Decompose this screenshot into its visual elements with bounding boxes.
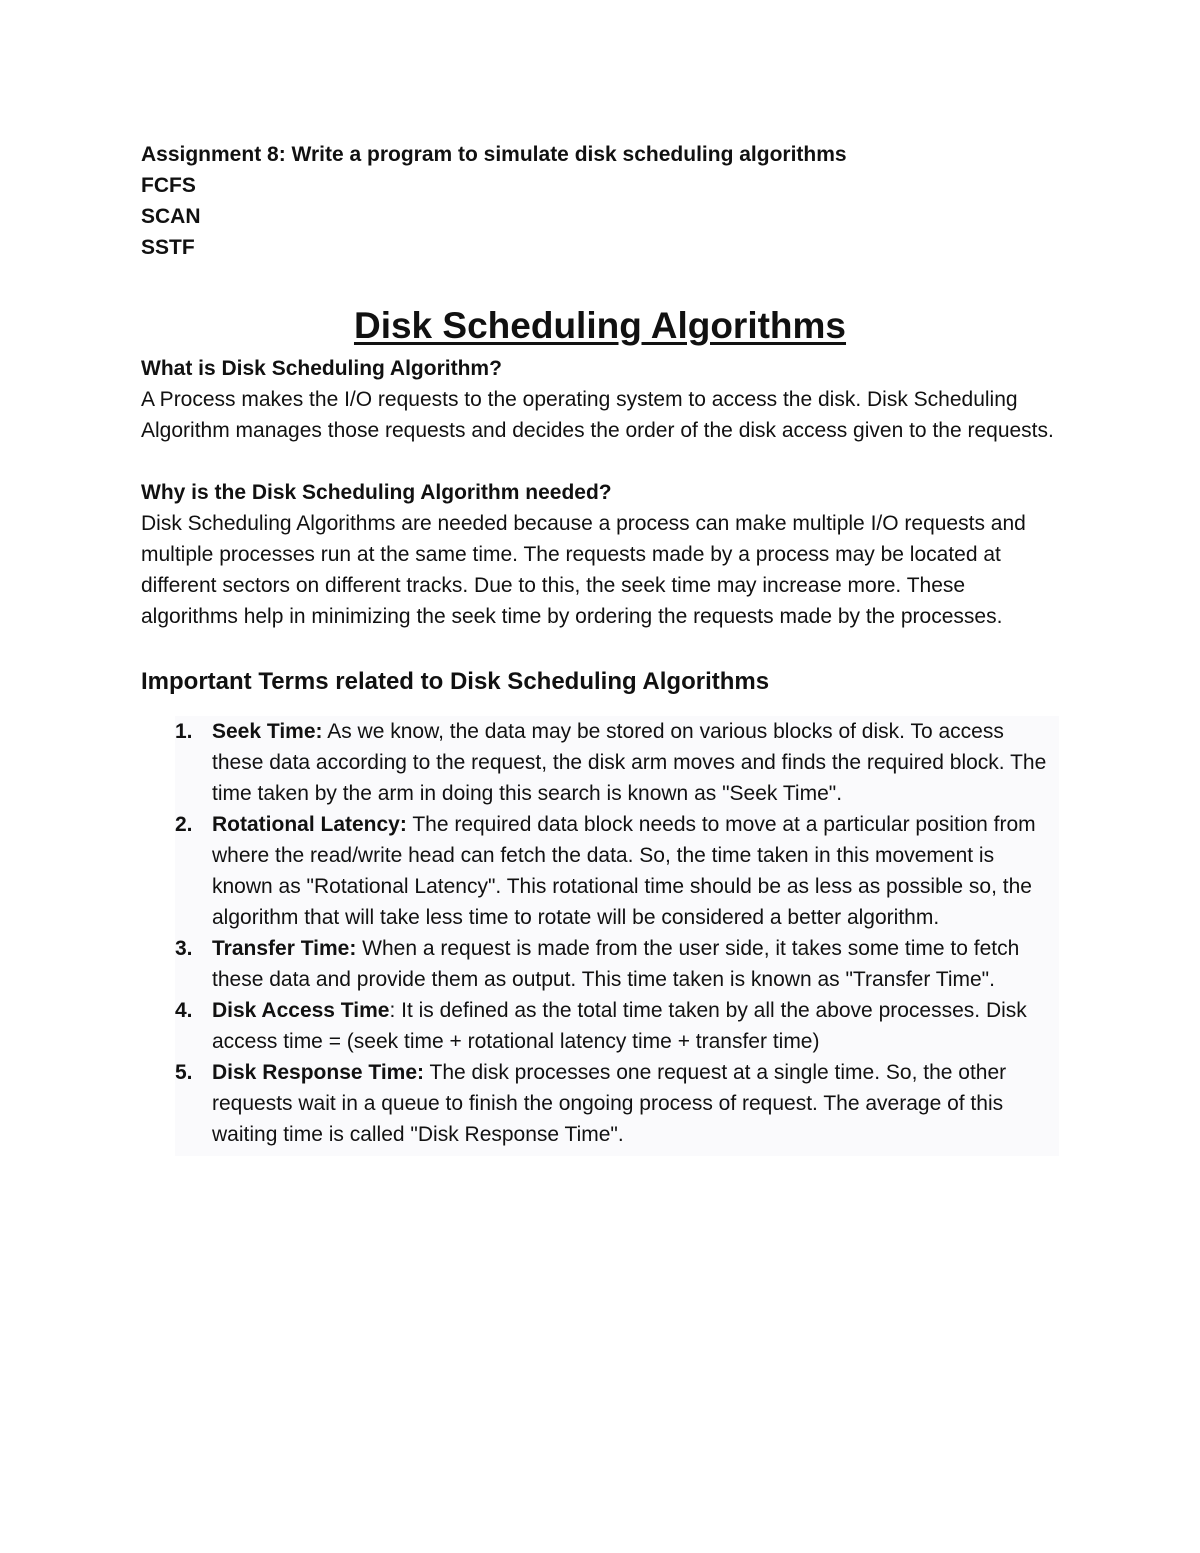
term-text: : It is defined as the total time taken by all the above processes. Disk access time = (seek time + rotational latency time + transfer time) — [212, 999, 1027, 1053]
list-item-number: 3. — [175, 937, 193, 960]
term-text: As we know, the data may be stored on various blocks of disk. To access these data according to the request, the disk arm moves and finds the required block. The time taken by the arm in doing this search is known as "Seek Time". — [212, 720, 1047, 805]
term-label: Transfer Time: — [212, 937, 357, 960]
list-item — [175, 995, 1059, 1057]
term-label: Disk Access Time — [212, 999, 390, 1022]
question-heading: Why is the Disk Scheduling Algorithm needed? — [141, 481, 612, 504]
main-heading: Disk Scheduling Algorithms — [353, 305, 847, 346]
list-item — [175, 716, 1059, 809]
term-label: Rotational Latency: — [212, 813, 407, 836]
list-item-number: 2. — [175, 813, 193, 836]
question-heading: What is Disk Scheduling Algorithm? — [141, 357, 502, 380]
term-text: When a request is made from the user side, it takes some time to fetch these data and provide them as output. This time taken is known as "Transfer Time". — [212, 937, 1020, 991]
assignment-title: Assignment 8: Write a program to simulate disk scheduling algorithms — [141, 143, 847, 166]
algorithm-fcfs: FCFS — [141, 174, 196, 197]
list-item-number: 5. — [175, 1061, 193, 1084]
terms-list — [175, 716, 1059, 1150]
terms-heading: Important Terms related to Disk Scheduling Algorithms — [141, 668, 770, 695]
section-what-is — [141, 353, 1061, 446]
list-item-number: 1. — [175, 720, 193, 743]
section-why-needed — [141, 477, 1061, 632]
answer-paragraph: A Process makes the I/O requests to the operating system to access the disk. Disk Scheduling Algorithm manages those requests and decides the order of the disk access given to the requests. — [141, 388, 1054, 442]
algorithm-scan: SCAN — [141, 205, 201, 228]
term-text: The required data block needs to move at a particular position from where the read/write head can fetch the data. So, the time taken in this movement is known as "Rotational Latency". This rotational time should be as less as possible so, the algorithm that will take less time to rotate will be considered a better algorithm. — [212, 813, 1036, 929]
list-item-number: 4. — [175, 999, 193, 1022]
term-label: Disk Response Time: — [212, 1061, 425, 1084]
list-item — [175, 1057, 1059, 1150]
terms-box — [175, 716, 1059, 1156]
term-label: Seek Time: — [212, 720, 323, 743]
algorithm-sstf: SSTF — [141, 236, 195, 259]
document-content — [141, 139, 1061, 1156]
list-item — [175, 809, 1059, 933]
answer-paragraph: Disk Scheduling Algorithms are needed because a process can make multiple I/O requests and multiple processes run at the same time. The requests made by a process may be located at different sectors on different tracks. Due to this, the seek time may increase more. These algorithms help in minimizing the seek time by ordering the requests made by the processes. — [141, 512, 1026, 628]
list-item — [175, 933, 1059, 995]
term-text: The disk processes one request at a single time. So, the other requests wait in a queue to finish the ongoing process of request. The average of this waiting time is called "Disk Response Time". — [212, 1061, 1007, 1146]
